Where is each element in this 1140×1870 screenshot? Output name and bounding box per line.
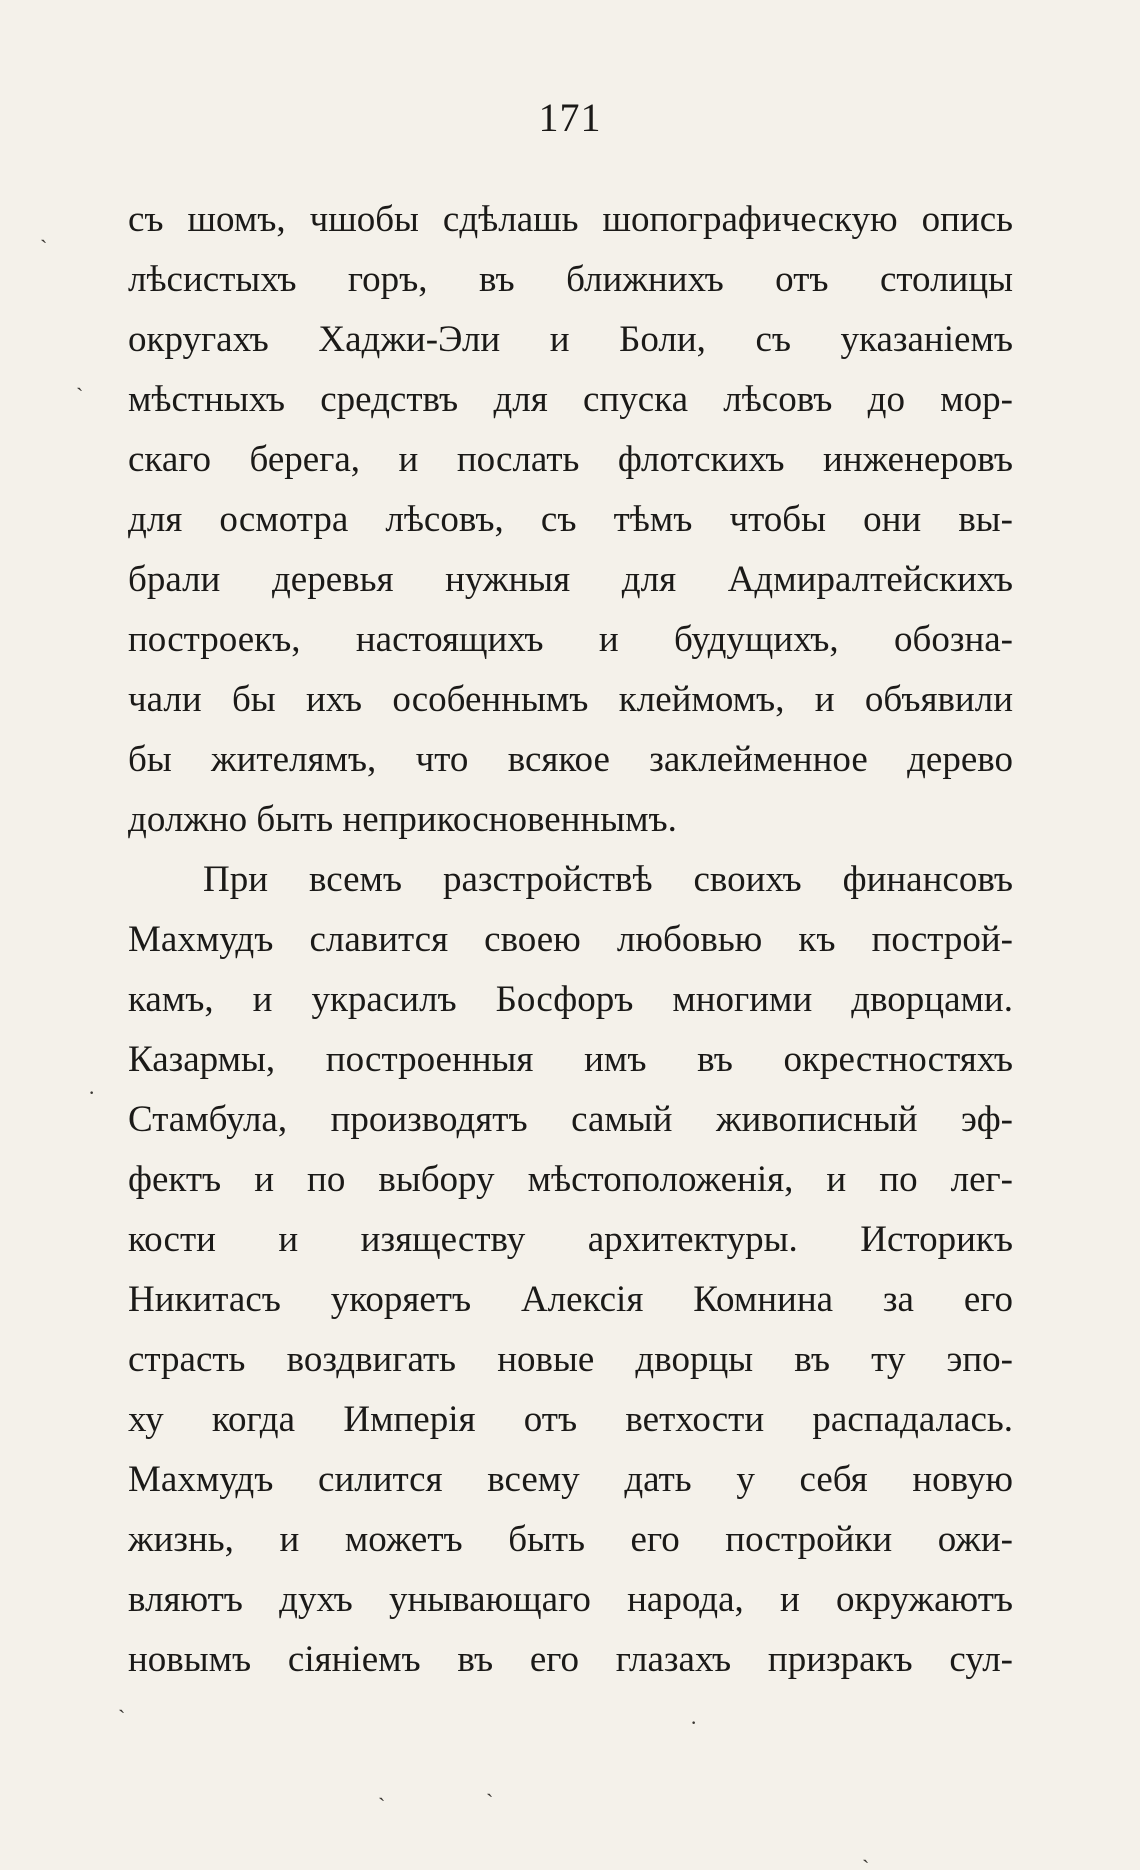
speck-mark: ˏ (486, 1772, 494, 1797)
text-line: мѣстныхъ средствъ для спуска лѣсовъ до мор- (128, 379, 1013, 420)
text-line: кости и изяществу архитектуры. Историкъ (128, 1219, 1013, 1260)
text-line: жизнь, и можетъ быть его постройки ожи- (128, 1519, 1013, 1560)
text-line: ху когда Имперія отъ ветхости распадалась. (128, 1399, 1013, 1440)
text-line: вляютъ духъ унывающаго народа, и окружаютъ (128, 1579, 1013, 1620)
text-line: построекъ, настоящихъ и будущихъ, обозна- (128, 619, 1013, 660)
speck-mark: · (690, 1710, 698, 1735)
speck-mark: · (88, 1080, 96, 1105)
text-line: чали бы ихъ особеннымъ клеймомъ, и объявили (128, 679, 1013, 720)
text-line: должно быть неприкосновеннымъ. (128, 799, 677, 840)
text-line: камъ, и украсилъ Босфоръ многими дворцами. (128, 979, 1013, 1020)
text-line: скаго берега, и послать флотскихъ инженеровъ (128, 439, 1013, 480)
speck-mark: ˎ (862, 1838, 870, 1863)
speck-mark: ˎ (76, 366, 84, 391)
text-line: бы жителямъ, что всякое заклейменное дерево (128, 739, 1013, 780)
text-line: фектъ и по выбору мѣстоположенія, и по лег- (128, 1159, 1013, 1200)
speck-mark: ˎ (118, 1688, 126, 1713)
text-line: Махмудъ славится своею любовью къ построй- (128, 919, 1013, 960)
text-line: страсть воздвигать новые дворцы въ ту эпо- (128, 1339, 1013, 1380)
text-line: лѣсистыхъ горъ, въ ближнихъ отъ столицы (128, 259, 1013, 300)
paragraph-makhmud (128, 850, 1013, 1690)
body-text (128, 190, 1013, 1690)
text-line: При всемъ разстройствѣ своихъ финансовъ (203, 859, 1013, 900)
speck-mark: ˎ (40, 218, 48, 243)
text-line: Никитасъ укоряетъ Алексія Комнина за его (128, 1279, 1013, 1320)
text-line: новымъ сіяніемъ въ его глазахъ призракъ сул- (128, 1639, 1013, 1680)
text-line: округахъ Хаджи-Эли и Боли, съ указаніемъ (128, 319, 1013, 360)
text-line: Махмудъ силится всему дать у себя новую (128, 1459, 1013, 1500)
paragraph-continued (128, 190, 1013, 850)
text-line: Стамбула, производятъ самый живописный эф- (128, 1099, 1013, 1140)
text-line: Казармы, построенныя имъ въ окрестностяхъ (128, 1039, 1013, 1080)
speck-mark: ˎ (378, 1776, 386, 1801)
page-number: 171 (538, 95, 602, 140)
text-line: съ шомъ, чшобы сдѣлашь шопографическую опись (128, 199, 1013, 240)
text-line: для осмотра лѣсовъ, съ тѣмъ чтобы они вы- (128, 499, 1013, 540)
text-line: брали деревья нужныя для Адмиралтейскихъ (128, 559, 1013, 600)
